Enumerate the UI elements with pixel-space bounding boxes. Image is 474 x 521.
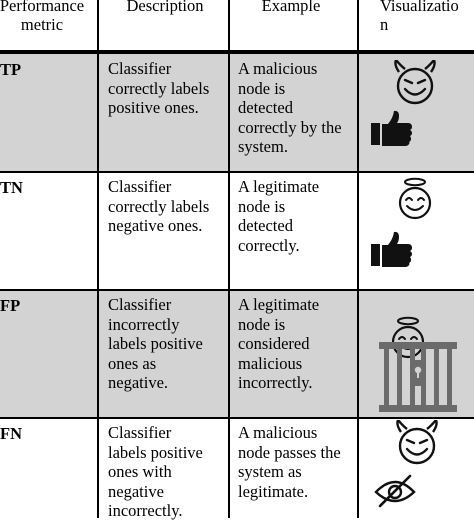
thumbs-up-icon (371, 110, 413, 146)
metric-cell: TN (0, 178, 23, 197)
row-divider (0, 417, 474, 419)
devil-face-icon (392, 420, 442, 466)
example-cell: A malicious node passes the system as legitimate. (238, 423, 341, 501)
header-description: Description (126, 0, 204, 15)
metric-cell: TP (0, 60, 22, 79)
header-visualization: Visualizatio n (380, 0, 459, 34)
eye-slash-icon (374, 474, 416, 508)
header-example: Example (261, 0, 321, 15)
visualization-cell (358, 172, 474, 290)
thumbs-up-icon (371, 231, 413, 267)
column-divider (357, 0, 359, 518)
row-divider (0, 289, 474, 291)
table-row (0, 290, 474, 418)
column-divider (97, 0, 99, 518)
metric-cell: FP (0, 296, 21, 315)
description-cell: Classifier correctly labels positive ones. (108, 59, 210, 117)
angel-face-icon (395, 177, 435, 221)
example-cell: A legitimate node is considered malicious incorrectly. (238, 295, 320, 392)
visualization-cell (358, 418, 474, 518)
description-cell: Classifier labels positive ones with negative incorrectly. (108, 423, 203, 520)
visualization-cell (358, 54, 474, 172)
metric-cell: FN (0, 424, 22, 443)
table-row (0, 54, 474, 172)
visualization-cell (358, 290, 474, 418)
table-header-row (0, 0, 474, 50)
jail-icon (379, 342, 457, 412)
description-cell: Classifier incorrectly labels positive ones as negative. (108, 295, 203, 392)
table-row (0, 418, 474, 518)
header-rule (0, 50, 474, 54)
example-cell: A malicious node is detected correctly by the system. (238, 59, 342, 156)
header-metric: Performance metric (0, 0, 85, 34)
description-cell: Classifier correctly labels negative ones. (108, 177, 210, 235)
table-row (0, 172, 474, 290)
example-cell: A legitimate node is detected correctly. (238, 177, 320, 255)
row-divider (0, 171, 474, 173)
column-divider (228, 0, 230, 518)
devil-face-icon (390, 60, 440, 106)
